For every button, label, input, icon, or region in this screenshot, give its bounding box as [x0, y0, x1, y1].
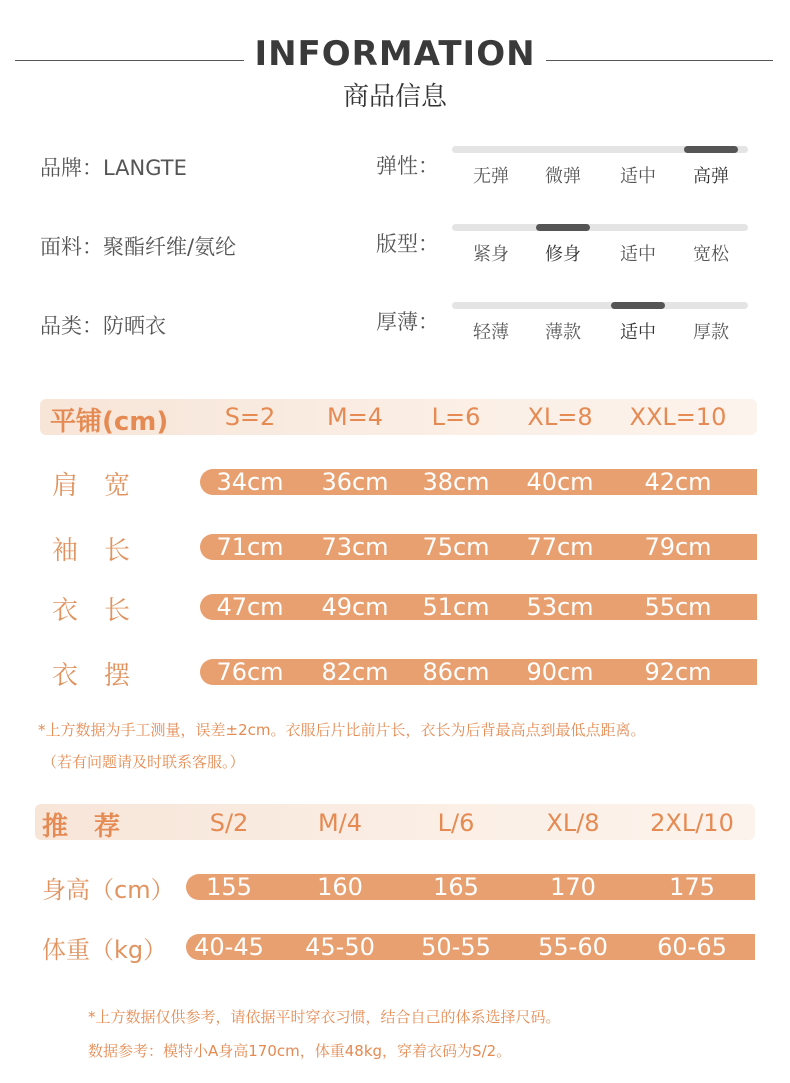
size-cell: 76cm	[216, 658, 284, 686]
size-row-label: 衣 摆	[52, 661, 131, 691]
recommend-column-header: XL/8	[546, 809, 600, 837]
title-cn: 商品信息	[0, 76, 790, 113]
scale-indicator	[684, 146, 738, 153]
recommend-note-1: *上方数据仅供参考，请依据平时穿衣习惯，结合自己的体系选择尺码。	[88, 1008, 561, 1026]
recommend-cell: 55-60	[538, 933, 608, 961]
size-row-label: 肩 宽	[52, 471, 131, 501]
size-note-1: *上方数据为手工测量，误差±2cm。衣服后片比前片长，衣长为后背最高点到最低点距离。	[38, 721, 646, 739]
size-cell: 42cm	[644, 468, 712, 496]
size-column-header: S=2	[224, 403, 276, 431]
recommend-row-label: 身高（cm）	[42, 876, 175, 904]
recommend-column-header: M/4	[317, 809, 363, 837]
brand-info: 品牌：LANGTE	[40, 156, 187, 180]
size-cell: 82cm	[321, 658, 389, 686]
recommend-cell: 165	[433, 873, 479, 901]
size-column-header: XXL=10	[629, 403, 727, 431]
scale-option: 修身	[545, 244, 581, 265]
scale-option: 厚款	[693, 322, 729, 343]
scale-option: 适中	[620, 322, 656, 343]
recommend-table-header-label: 推 荐	[42, 812, 121, 842]
recommend-cell: 175	[669, 873, 715, 901]
scale-indicator	[611, 302, 665, 309]
fabric-info: 面料：聚酯纤维/氨纶	[40, 235, 237, 259]
recommend-cell: 40-45	[194, 933, 264, 961]
recommend-cell: 160	[317, 873, 363, 901]
recommend-cell: 50-55	[421, 933, 491, 961]
scale-option: 适中	[620, 244, 656, 265]
size-cell: 71cm	[216, 533, 284, 561]
recommend-cell: 155	[206, 873, 252, 901]
scale-label: 弹性：	[376, 154, 439, 178]
size-table-header-label: 平铺(cm)	[50, 407, 169, 437]
scale-track	[452, 302, 748, 309]
size-column-header: M=4	[326, 403, 384, 431]
scale-label: 厚薄：	[376, 310, 439, 334]
recommend-column-header: 2XL/10	[650, 809, 734, 837]
size-column-header: L=6	[431, 403, 481, 431]
recommend-cell: 170	[550, 873, 596, 901]
recommend-note-2: 数据参考：模特小A身高170cm，体重48kg，穿着衣码为S/2。	[88, 1042, 512, 1060]
size-cell: 79cm	[644, 533, 712, 561]
recommend-cell: 45-50	[305, 933, 375, 961]
scale-track	[452, 146, 748, 153]
recommend-cell: 60-65	[657, 933, 727, 961]
category-info: 品类：防晒衣	[40, 314, 166, 338]
scale-label: 版型：	[376, 232, 439, 256]
size-cell: 77cm	[526, 533, 594, 561]
size-cell: 53cm	[526, 593, 594, 621]
recommend-row-label: 体重（kg）	[42, 936, 168, 964]
size-cell: 47cm	[216, 593, 284, 621]
scale-option: 无弹	[473, 166, 509, 187]
scale-option: 轻薄	[473, 322, 509, 343]
size-cell: 40cm	[526, 468, 594, 496]
scale-option: 微弹	[545, 166, 581, 187]
size-column-header: XL=8	[527, 403, 593, 431]
size-cell: 51cm	[422, 593, 490, 621]
size-cell: 49cm	[321, 593, 389, 621]
size-cell: 90cm	[526, 658, 594, 686]
size-cell: 34cm	[216, 468, 284, 496]
size-cell: 73cm	[321, 533, 389, 561]
size-row-label: 衣 长	[52, 596, 131, 626]
size-cell: 92cm	[644, 658, 712, 686]
scale-option: 宽松	[693, 244, 729, 265]
size-cell: 86cm	[422, 658, 490, 686]
scale-option: 高弹	[693, 166, 729, 187]
size-cell: 38cm	[422, 468, 490, 496]
scale-indicator	[536, 224, 590, 231]
size-cell: 55cm	[644, 593, 712, 621]
title-en: INFORMATION	[0, 34, 790, 74]
scale-option: 紧身	[473, 244, 509, 265]
scale-option: 薄款	[545, 322, 581, 343]
recommend-column-header: L/6	[437, 809, 475, 837]
recommend-column-header: S/2	[209, 809, 249, 837]
size-cell: 36cm	[321, 468, 389, 496]
size-cell: 75cm	[422, 533, 490, 561]
size-row-label: 袖 长	[52, 536, 131, 566]
scale-option: 适中	[620, 166, 656, 187]
scale-track	[452, 224, 748, 231]
size-note-2: （若有问题请及时联系客服。）	[42, 753, 245, 771]
